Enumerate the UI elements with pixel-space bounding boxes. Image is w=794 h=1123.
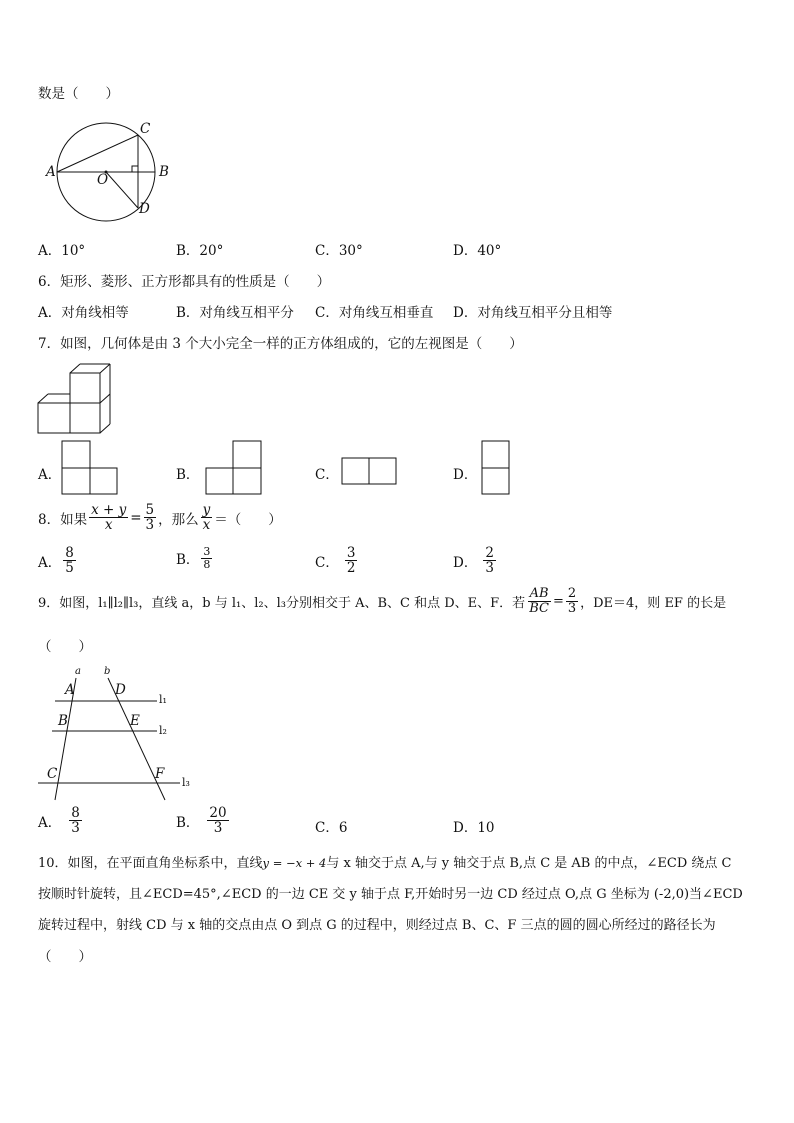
q9-ratio-eq: = <box>552 593 564 609</box>
q8-option-c-den: 2 <box>346 560 356 577</box>
q9-ratio-num: AB <box>529 586 549 601</box>
q8-option-d-letter: D． <box>453 554 478 571</box>
q9-label-l1: l₁ <box>159 693 167 706</box>
q9-stem-suffix: ，DE＝4，则 EF 的长是 <box>580 595 727 611</box>
q8-cond-rden: 3 <box>145 517 155 534</box>
q9-option-d[interactable] <box>453 816 495 836</box>
q9-option-b[interactable] <box>176 806 231 835</box>
q8-option-a-num: 8 <box>65 545 74 561</box>
q9-ratio-rnum: 2 <box>567 586 577 601</box>
q7-option-b-letter[interactable]: B． <box>176 467 200 483</box>
q9-label-b-line: b <box>104 666 111 677</box>
q9-option-b-den: 3 <box>213 820 223 837</box>
q5-label-b: B <box>159 164 169 180</box>
q9-label-a: A <box>65 682 75 698</box>
q8-option-b-den: 8 <box>203 557 211 571</box>
q8-cond-rnum: 5 <box>145 502 155 518</box>
q8-option-a-den: 5 <box>65 560 74 577</box>
q8-cond-den: x <box>104 517 113 534</box>
q9-option-c[interactable] <box>315 816 347 836</box>
q9-stem-prefix: 9．如图，l₁∥l₂∥l₃，直线 a，b 与 l₁、l₂、l₃分别相交于 A、B、C 和点 D、E、F．若 <box>38 595 526 611</box>
q9-option-d-letter: D． <box>453 820 478 836</box>
q8-option-c-letter: C． <box>315 554 339 571</box>
q5-label-d: D <box>139 201 150 217</box>
q5-option-d[interactable]: D．40° <box>453 243 502 259</box>
q10-line2: 按顺时针旋转，且∠ECD=45°,∠ECD 的一边 CE 交 y 轴于点 F,开始时另一边 CD 经过点 O,点 G 坐标为 (-2,0)当∠ECD <box>38 887 743 902</box>
q9-option-b-num: 20 <box>209 805 227 821</box>
q7-option-a-letter[interactable]: A． <box>38 467 62 483</box>
q8-stem-mid: ，那么 <box>158 511 199 528</box>
q10-line1-prefix: 10．如图，在平面直角坐标系中，直线 <box>38 856 263 871</box>
q10-line-formula: y = −x + 4 <box>262 856 327 870</box>
q8-option-b-num: 3 <box>203 545 211 558</box>
q9-ratio-rden: 3 <box>567 600 577 616</box>
q9-ratio-den: BC <box>529 600 549 616</box>
q9-option-a-num: 8 <box>71 805 80 821</box>
q9-option-a-den: 3 <box>71 820 80 837</box>
q10-line3: 旋转过程中，射线 CD 与 x 轴的交点由点 O 到点 G 的过程中，则经过点 B、C、F 三点的圆的圆心所经过的路径长为 <box>38 918 716 933</box>
q7-option-c-letter[interactable]: C． <box>315 467 339 483</box>
q9-option-a-letter: A． <box>38 814 62 831</box>
q8-stem-prefix: 8．如果 <box>38 511 88 528</box>
q5-label-a: A <box>46 164 56 180</box>
q9-label-a-line: a <box>75 666 81 677</box>
q9-label-d: D <box>115 682 126 698</box>
q8-option-b-letter: B． <box>176 552 200 569</box>
q9-option-c-letter: C． <box>315 820 339 836</box>
q7-stem: 7．如图，几何体是由 3 个大小完全一样的正方体组成的，它的左视图是（ ） <box>38 336 523 352</box>
q9-label-b: B <box>58 713 68 729</box>
q9-label-c: C <box>47 766 58 782</box>
q8-cond-num: x + y <box>91 502 127 518</box>
q6-option-a[interactable]: A．对角线相等 <box>38 305 129 321</box>
q6-option-d[interactable]: D．对角线互相平分且相等 <box>453 305 613 321</box>
q6-stem: 6．矩形、菱形、正方形都具有的性质是（ ） <box>38 274 331 290</box>
q10-line1 <box>38 852 731 871</box>
q5-stem-tail: 数是（ ） <box>38 86 119 102</box>
q9-option-c-value: 6 <box>338 820 348 836</box>
q9-option-b-letter: B． <box>176 814 200 831</box>
q8-ask-den: x <box>202 517 211 534</box>
q9-label-l3: l₃ <box>182 776 190 789</box>
q10-line4: （ ） <box>38 949 92 965</box>
q5-option-b[interactable]: B．20° <box>176 243 224 259</box>
q9-label-l2: l₂ <box>159 724 167 737</box>
q8-option-d-den: 3 <box>485 560 494 577</box>
q9-option-b-fraction <box>207 806 228 835</box>
q9-option-d-value: 10 <box>477 820 495 836</box>
q9-option-a[interactable] <box>38 806 84 835</box>
q6-option-c[interactable]: C．对角线互相垂直 <box>315 305 434 321</box>
q6-option-b[interactable]: B．对角线互相平分 <box>176 305 294 321</box>
q9-option-a-fraction <box>69 806 82 835</box>
q5-option-a[interactable]: A．10° <box>38 243 86 259</box>
q5-label-c: C <box>140 121 151 137</box>
q8-option-d-num: 2 <box>485 545 494 561</box>
q8-option-c-num: 3 <box>346 545 356 561</box>
q8-stem-suffix: ＝（ ） <box>214 511 282 528</box>
q10-line1-suffix: 与 x 轴交于点 A,与 y 轴交于点 B,点 C 是 AB 的中点，∠ECD 绕点 C <box>326 856 732 871</box>
q5-option-c[interactable]: C．30° <box>315 243 363 259</box>
q7-option-d-letter[interactable]: D． <box>453 467 478 483</box>
q9-label-f: F <box>155 766 165 782</box>
q9-label-e: E <box>130 713 140 729</box>
q8-option-a-letter: A． <box>38 554 62 571</box>
q9-stem-line2: （ ） <box>38 639 92 655</box>
q8-cond-eq: = <box>130 509 142 526</box>
q5-label-o: O <box>97 172 109 188</box>
q8-ask-num: y <box>202 502 211 518</box>
